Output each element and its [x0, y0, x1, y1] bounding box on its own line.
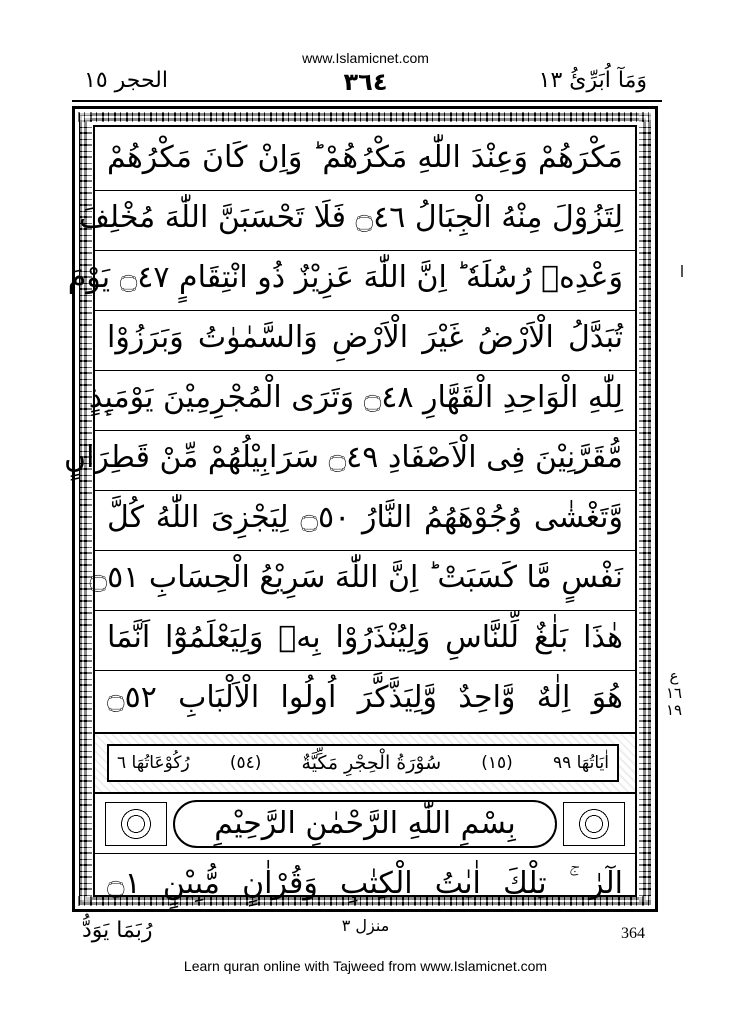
verse-line-first-of-surah: الٓرٰ ۚ تِلْكَ اٰيٰتُ الْكِتٰبِ وَقُرْاٰنٍ مُّبِيْنٍ ۝١ [107, 866, 623, 901]
verse-line-3: وَعْدِهٖ رُسُلَهٗ ؕ اِنَّ اللّٰهَ عَزِيْزٌ ذُو انْتِقَامٍ ۝٤٧ يَوْمَ [95, 248, 635, 311]
catchword: رُبَمَا يَوَدُّ [82, 918, 153, 943]
manzil-label: منزل ٣ [341, 916, 390, 935]
verse-line-5: لِلّٰهِ الْوَاحِدِ الْقَهَّارِ ۝٤٨ وَتَرَى الْمُجْرِمِيْنَ يَوْمَىِٕذٍ [95, 368, 635, 431]
verse-line-2: لِتَزُوْلَ مِنْهُ الْجِبَالُ ۝٤٦ فَلَا تَحْسَبَنَّ اللّٰهَ مُخْلِفَ [95, 188, 635, 251]
site-url: www.Islamicnet.com [302, 50, 429, 66]
juz-name-header: وَمَآ اُبَرِّئُ ١٣ [538, 68, 647, 93]
page-number-arabic: ٣٦٤ [343, 68, 388, 96]
verse-line-4: تُبَدَّلُ الْاَرْضُ غَيْرَ الْاَرْضِ وَالسَّمٰوٰتُ وَبَرَزُوْا [95, 308, 635, 371]
basmala-ornament-left [105, 802, 167, 846]
margin-tick [681, 265, 683, 277]
ruku-count-marker: ١٦ [665, 684, 683, 702]
verse-line-7: وَّتَغْشٰى وُجُوْهَهُمُ النَّارُ ۝٥٠ لِيَجْزِىَ اللّٰهُ كُلَّ [95, 488, 635, 551]
surah-header-banner [95, 732, 635, 794]
ruku-count: رُكُوْعَاتُهَا ٦ [117, 753, 190, 773]
basmala-row [95, 796, 635, 854]
basmala-ornament-right [563, 802, 625, 846]
ruku-number-marker: ١٩ [665, 701, 683, 719]
verse-line-9: هٰذَا بَلٰغٌ لِّلنَّاسِ وَلِيُنْذَرُوْا بِهٖ وَلِيَعْلَمُوْٓا اَنَّمَا [95, 608, 635, 671]
header-rule [72, 100, 662, 102]
verse-line-8: نَفْسٍ مَّا كَسَبَتْ ؕ اِنَّ اللّٰهَ سَرِيْعُ الْحِسَابِ ۝٥١ [95, 548, 635, 611]
surah-name-header: الحجر ١٥ [84, 68, 168, 93]
verse-line-10: هُوَ اِلٰهٌ وَّاحِدٌ وَّلِيَذَّكَّرَ اُولُوا الْاَلْبَابِ ۝٥٢ [107, 680, 623, 715]
revelation-order: (٥٤) [229, 753, 262, 773]
border-ornament-left [639, 112, 651, 902]
page-number: 364 [621, 925, 645, 942]
ruku-margin-mark [663, 668, 685, 719]
verses-count: اٰيَاتُهَا ٩٩ [552, 753, 609, 773]
surah-number: (١٥) [481, 753, 513, 773]
basmala: بِسْمِ اللّٰهِ الرَّحْمٰنِ الرَّحِيْمِ [173, 800, 557, 848]
verse-line-6: مُّقَرَّنِيْنَ فِى الْاَصْفَادِ ۝٤٩ سَرَابِيْلُهُمْ مِّنْ قَطِرَانٍ [95, 428, 635, 491]
verse-line-1: مَكْرَهُمْ وَعِنْدَ اللّٰهِ مَكْرُهُمْ ؕ وَاِنْ كَانَ مَكْرُهُمْ [95, 128, 635, 191]
footer-note: Learn quran online with Tajweed from www.Islamicnet.com [183, 958, 548, 974]
border-ornament-top [78, 112, 652, 122]
ruku-ain-symbol: ع [669, 667, 679, 685]
surah-header-panel [107, 744, 619, 782]
surah-title: سُوْرَةُ الْحِجْرِ مَكِّيَّةٌ [301, 752, 442, 774]
